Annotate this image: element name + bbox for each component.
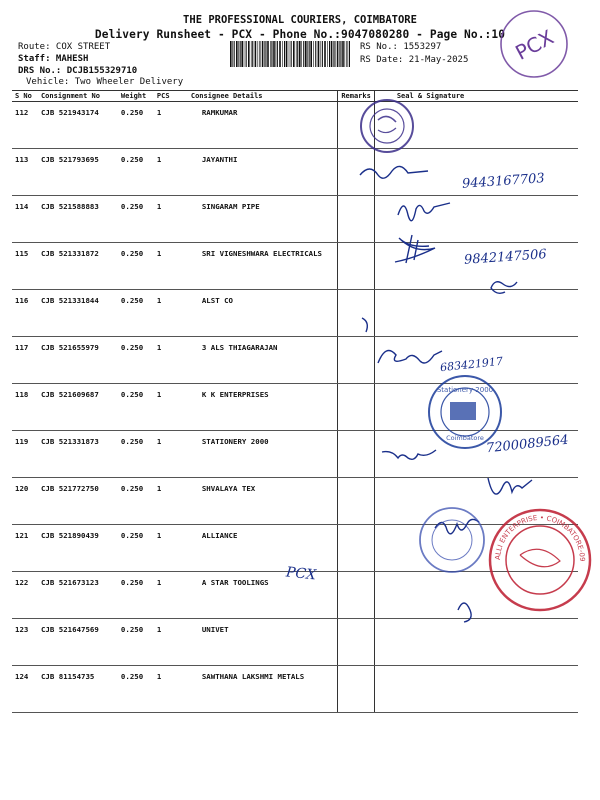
row-seal-signature — [374, 478, 578, 525]
row-consignee: A STAR TOOLINGS — [188, 572, 338, 619]
barcode-bar — [241, 41, 243, 67]
handwritten-pcx-note: PCX — [285, 564, 317, 584]
row-consignee: ALST CO — [188, 290, 338, 337]
barcode-bar — [322, 41, 323, 67]
barcode-bar — [318, 41, 320, 67]
row-consignment-no: CJB 521655979 — [38, 337, 118, 384]
row-consignment-no: CJB 521331844 — [38, 290, 118, 337]
barcode-bar — [333, 41, 334, 67]
barcode-bar — [273, 41, 275, 67]
row-remarks — [338, 290, 375, 337]
barcode-bar — [320, 41, 321, 67]
pcx-stamp-text: PCX — [511, 24, 558, 65]
barcode-bar — [299, 41, 301, 67]
barcode-bar — [259, 41, 260, 67]
col-remarks: Remarks — [338, 91, 375, 102]
barcode-bar — [265, 41, 266, 67]
table-row — [12, 290, 578, 337]
runsheet-subtitle: Delivery Runsheet - PCX - Phone No.:9047080280 - Page No.:10 — [94, 28, 506, 41]
table-row — [12, 102, 578, 149]
row-consignee: SHVALAYA TEX — [188, 478, 338, 525]
row-remarks — [338, 619, 375, 666]
row-consignee: SAWTHANA LAKSHMI METALS — [188, 666, 338, 713]
row-pcs: 1 — [154, 102, 188, 149]
row-remarks — [338, 149, 375, 196]
row-remarks — [338, 666, 375, 713]
row-consignment-no: CJB 521943174 — [38, 102, 118, 149]
handwritten-phone-3: 683421917 — [439, 354, 504, 375]
row-consignee: JAYANTHI — [188, 149, 338, 196]
barcode-bar — [248, 41, 250, 67]
barcode-bar — [313, 41, 314, 67]
row-sno: 115 — [12, 243, 38, 290]
row-pcs: 1 — [154, 525, 188, 572]
barcode-bar — [279, 41, 281, 67]
barcode-bar — [339, 41, 340, 67]
row-seal-signature — [374, 525, 578, 572]
row-weight: 0.250 — [118, 196, 154, 243]
barcode-bar — [337, 41, 339, 67]
row-seal-signature — [374, 102, 578, 149]
row-consignment-no: CJB 521673123 — [38, 572, 118, 619]
barcode-bar — [238, 41, 239, 67]
barcode-bar — [251, 41, 252, 67]
vehicle-label: Vehicle: Two Wheeler Delivery — [26, 77, 184, 87]
row-remarks — [338, 196, 375, 243]
barcode-bar — [346, 41, 347, 67]
row-pcs: 1 — [154, 196, 188, 243]
row-consignment-no: CJB 521588883 — [38, 196, 118, 243]
row-consignment-no: CJB 521331872 — [38, 243, 118, 290]
row-sno: 123 — [12, 619, 38, 666]
row-pcs: 1 — [154, 337, 188, 384]
barcode-bar — [264, 41, 265, 67]
row-sno: 122 — [12, 572, 38, 619]
barcode-bar — [277, 41, 278, 67]
table-header-row — [12, 91, 578, 102]
row-consignment-no: CJB 81154735 — [38, 666, 118, 713]
drs-label: DRS No.: DCJB155329710 — [18, 66, 138, 76]
row-weight: 0.250 — [118, 478, 154, 525]
row-pcs: 1 — [154, 431, 188, 478]
row-pcs: 1 — [154, 243, 188, 290]
table-row — [12, 478, 578, 525]
barcode-bar — [345, 41, 346, 67]
barcode-bar — [289, 41, 290, 67]
table-row — [12, 196, 578, 243]
row-weight: 0.250 — [118, 666, 154, 713]
row-consignee: SINGARAM PIPE — [188, 196, 338, 243]
row-consignee: RAMKUMAR — [188, 102, 338, 149]
row-pcs: 1 — [154, 290, 188, 337]
col-consignment: Consignment No — [38, 91, 118, 102]
rs-date: RS Date: 21-May-2025 — [360, 55, 469, 65]
col-consignee: Consignee Details — [188, 91, 338, 102]
barcode-bar — [232, 41, 233, 67]
barcode-bar — [291, 41, 292, 67]
row-pcs: 1 — [154, 572, 188, 619]
row-weight: 0.250 — [118, 290, 154, 337]
barcode-bar — [267, 41, 269, 67]
row-sno: 117 — [12, 337, 38, 384]
row-consignee: STATIONERY 2000 — [188, 431, 338, 478]
row-pcs: 1 — [154, 149, 188, 196]
row-consignee: 3 ALS THIAGARAJAN — [188, 337, 338, 384]
barcode-bar — [309, 41, 310, 67]
col-seal: Seal & Signature — [374, 91, 578, 102]
barcode-bar — [334, 41, 335, 67]
row-consignee: ALLIANCE — [188, 525, 338, 572]
table-row — [12, 243, 578, 290]
row-sno: 120 — [12, 478, 38, 525]
row-weight: 0.250 — [118, 102, 154, 149]
col-weight: Weight — [118, 91, 154, 102]
table-row — [12, 619, 578, 666]
col-pcs: PCS — [154, 91, 188, 102]
row-pcs: 1 — [154, 478, 188, 525]
barcode-bar — [246, 41, 247, 67]
row-pcs: 1 — [154, 619, 188, 666]
handwritten-phone-4: 7200089564 — [485, 432, 570, 457]
handwritten-phone-2: 9842147506 — [463, 247, 548, 268]
barcode-bar — [303, 41, 304, 67]
stationery-stamp-bottom: Coimbatore — [446, 434, 484, 442]
row-sno: 113 — [12, 149, 38, 196]
row-seal-signature — [374, 290, 578, 337]
barcode-bar — [234, 41, 235, 67]
row-remarks — [338, 337, 375, 384]
row-pcs: 1 — [154, 666, 188, 713]
company-title: THE PROFESSIONAL COURIERS, COIMBATORE — [183, 14, 417, 26]
row-sno: 114 — [12, 196, 38, 243]
row-remarks — [338, 102, 375, 149]
row-weight: 0.250 — [118, 525, 154, 572]
row-remarks — [338, 431, 375, 478]
row-consignment-no: CJB 521890439 — [38, 525, 118, 572]
barcode-bar — [301, 41, 302, 67]
row-weight: 0.250 — [118, 384, 154, 431]
barcode-bar — [282, 41, 283, 67]
barcode-bar — [315, 41, 316, 67]
barcode-bar — [271, 41, 272, 67]
row-sno: 116 — [12, 290, 38, 337]
row-weight: 0.250 — [118, 572, 154, 619]
row-seal-signature — [374, 619, 578, 666]
row-remarks — [338, 243, 375, 290]
row-consignment-no: CJB 521331873 — [38, 431, 118, 478]
barcode-bar — [276, 41, 277, 67]
barcode-bar — [327, 41, 328, 67]
row-consignee: K K ENTERPRISES — [188, 384, 338, 431]
barcode-bar — [262, 41, 264, 67]
barcode-bar — [240, 41, 241, 67]
row-seal-signature — [374, 196, 578, 243]
row-remarks — [338, 572, 375, 619]
barcode-bar — [296, 41, 297, 67]
row-consignment-no: CJB 521647569 — [38, 619, 118, 666]
row-consignment-no: CJB 521609687 — [38, 384, 118, 431]
row-seal-signature — [374, 384, 578, 431]
route-label: Route: COX STREET — [18, 42, 111, 52]
col-sno: S No — [12, 91, 38, 102]
barcode-bar — [324, 41, 326, 67]
barcode-bar — [305, 41, 307, 67]
barcode-bar — [310, 41, 312, 67]
row-consignment-no: CJB 521772750 — [38, 478, 118, 525]
barcode-bar — [349, 41, 350, 67]
barcode-bar — [244, 41, 245, 67]
barcode-bar — [270, 41, 271, 67]
row-consignment-no: CJB 521793695 — [38, 149, 118, 196]
rs-number: RS No.: 1553297 — [360, 42, 442, 52]
row-consignee: UNIVET — [188, 619, 338, 666]
row-weight: 0.250 — [118, 149, 154, 196]
table-row — [12, 666, 578, 713]
barcode-bar — [329, 41, 330, 67]
row-sno: 119 — [12, 431, 38, 478]
row-consignee: SRI VIGNESHWARA ELECTRICALS — [188, 243, 338, 290]
barcode-bar — [342, 41, 344, 67]
row-weight: 0.250 — [118, 337, 154, 384]
stationery-stamp-top: Stationery 2000 — [436, 386, 494, 394]
barcode-bar — [258, 41, 259, 67]
barcode-bar — [286, 41, 288, 67]
row-sno: 112 — [12, 102, 38, 149]
row-remarks — [338, 384, 375, 431]
barcode-bar — [236, 41, 238, 67]
barcode-bar — [284, 41, 285, 67]
staff-label: Staff: MAHESH — [18, 54, 89, 64]
barcode-bar — [340, 41, 341, 67]
row-pcs: 1 — [154, 384, 188, 431]
barcode-bar — [297, 41, 298, 67]
row-weight: 0.250 — [118, 243, 154, 290]
barcode-bar — [331, 41, 333, 67]
barcode — [230, 41, 350, 67]
alli-stamp-ring: ALLI ENTERPRISE • COIMBATORE-09 — [493, 513, 587, 562]
barcode-bar — [255, 41, 257, 67]
row-weight: 0.250 — [118, 431, 154, 478]
row-remarks — [338, 478, 375, 525]
barcode-bar — [293, 41, 295, 67]
row-remarks — [338, 525, 375, 572]
row-seal-signature — [374, 572, 578, 619]
handwritten-phone-1: 9443167703 — [461, 171, 546, 192]
row-sno: 121 — [12, 525, 38, 572]
row-sno: 118 — [12, 384, 38, 431]
row-seal-signature — [374, 666, 578, 713]
table-row — [12, 384, 578, 431]
row-weight: 0.250 — [118, 619, 154, 666]
barcode-bar — [230, 41, 232, 67]
row-sno: 124 — [12, 666, 38, 713]
barcode-bar — [307, 41, 308, 67]
barcode-bar — [252, 41, 253, 67]
